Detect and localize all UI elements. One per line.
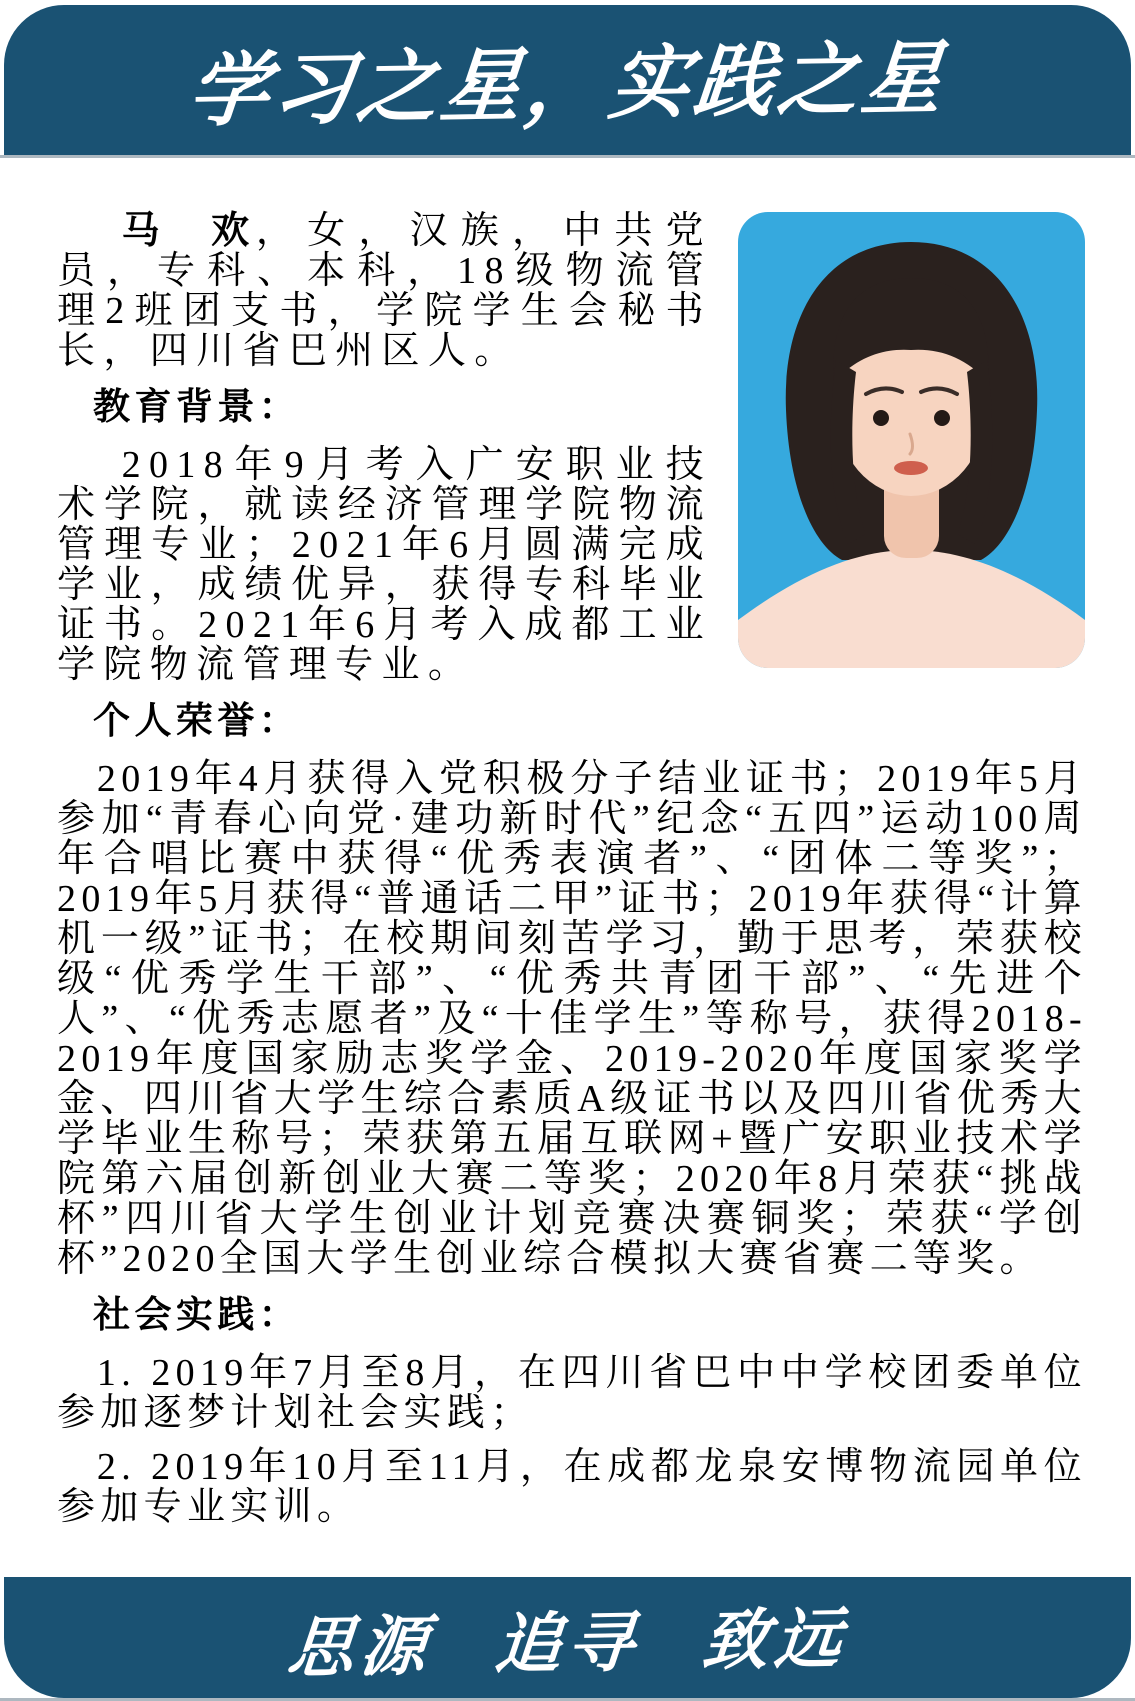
portrait-illustration bbox=[738, 212, 1085, 668]
footer-band bbox=[4, 1577, 1131, 1698]
section-heading-practice: 社会实践： bbox=[93, 1293, 301, 1336]
student-name: 马 欢 bbox=[121, 208, 256, 252]
practice-item-1: 1. 2019年7月至8月，在四川省巴中中学校团委单位参加逐梦计划社会实践； bbox=[57, 1352, 1087, 1434]
page-title-calligraphy: 学习之星，实践之星 bbox=[184, 29, 950, 138]
main-content bbox=[57, 158, 1087, 1527]
student-photo bbox=[738, 212, 1085, 668]
header-band bbox=[4, 5, 1131, 155]
intro-text: ，女，汉族，中共党员，专科、本科，18级物流管理2班团支书，学院学生会秘书长，四川省巴州区人。 bbox=[57, 210, 712, 372]
practice-item-2: 2. 2019年10月至11月，在成都龙泉安博物流园单位参加专业实训。 bbox=[57, 1446, 1087, 1528]
motto-calligraphy: 思源 追寻 致远 bbox=[284, 1599, 850, 1687]
education-paragraph: 2018年9月考入广安职业技术学院，就读经济管理学院物流管理专业；2021年6月圆满完成学业，成绩优异，获得专科毕业证书。2021年6月考入成都工业学院物流管理专业。 bbox=[57, 444, 712, 686]
honors-paragraph: 2019年4月获得入党积极分子结业证书；2019年5月参加“青春心向党·建功新时代”纪念“五四”运动100周年合唱比赛中获得“优秀表演者”、“团体二等奖”；2019年5月获得“普通话二甲”证书；2019年获得“计算机一级”证书；在校期间刻苦学习，勤于思考，荣获校级“优秀学生干部”、“优秀共青团干部”、“先进个人”、“优秀志愿者”及“十佳学生”等称号，获得2018-2019年度国家励志奖学金、2019-2020年度国家奖学金、四川省大学生综合素质A级证书以及四川省优秀大学毕业生称号；荣获第五届互联网+暨广安职业技术学院第六届创新创业大赛二等奖；2020年8月荣获“挑战杯”四川省大学生创业计划竞赛决赛铜奖；荣获“学创杯”2020全国大学生创业综合模拟大赛省赛二等奖。 bbox=[57, 758, 1087, 1280]
section-heading-education: 教育背景： bbox=[93, 385, 301, 428]
section-heading-honors: 个人荣誉： bbox=[93, 699, 301, 742]
